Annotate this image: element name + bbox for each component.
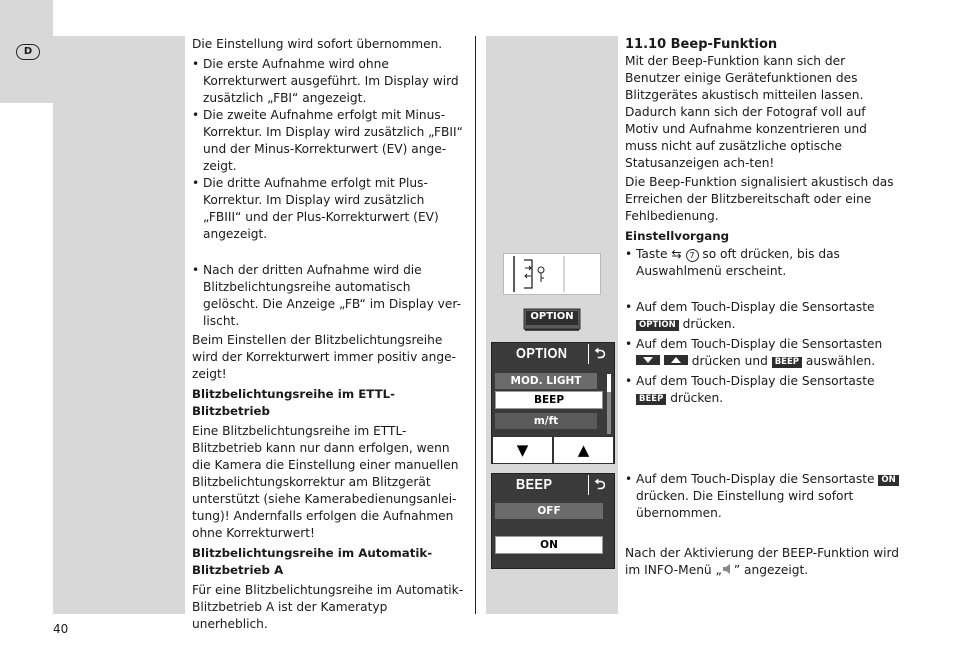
text: auswählen. [802, 354, 876, 368]
text: Taste [636, 247, 672, 261]
paragraph: Eine Blitzbelichtungsreihe im ETTL-Blitzbetrieb kann nur dann erfolgen, wenn die Kamera die Einstellung einer manuellen Blitzbelichtungskorrektur am Blitzgerät unterstützt (siehe Kamerabedienungsanlei-tung)! Andernfalls erfolgen die Aufnahmen ohne Korrekturwert! [192, 424, 459, 540]
list-item: • Die erste Aufnahme wird ohne Korrekturwert ausgeführt. Im Display wird zusätzlich „FBI“ angezeigt. [192, 56, 464, 107]
bullet-list [192, 262, 464, 330]
bullet-list [192, 56, 464, 243]
section-heading: 11.10 Beep-Funktion [625, 37, 778, 52]
back-icon[interactable]: ⮌ [588, 475, 611, 495]
menu-item-on[interactable]: ON [495, 536, 603, 554]
paragraph: Beim Einstellen der Blitzbelichtungsreihe wird der Korrekturwert immer positiv ange-zeigt! [192, 333, 456, 381]
paragraph: Die Beep-Funktion signalisiert akustisch das Erreichen der Blitzbereitschaft oder eine Fehlbedienung. [625, 175, 894, 223]
screen-title: BEEP [516, 476, 553, 493]
text: ” angezeigt. [733, 563, 809, 577]
screen-title-bar [492, 474, 614, 498]
list-item [625, 336, 900, 370]
option-menu-screen [491, 342, 615, 464]
subheading-ettl: Blitzbelichtungsreihe im ETTL-Blitzbetrieb [192, 387, 396, 418]
beep-menu-screen [491, 473, 615, 569]
key-number-badge: 7 [686, 249, 699, 262]
list-item [625, 373, 900, 407]
paragraph: Mit der Beep-Funktion kann sich der Benutzer einige Gerätefunktionen des Blitzgerätes akustisch mitteilen lassen. Dadurch kann sich der Fotograf voll auf Motiv und Aufnahme konzentrieren und muss nicht auf zusätzliche optische Statusanzeigen ach-ten! [625, 54, 867, 170]
screen-title-bar [492, 343, 614, 367]
text-column-right [625, 36, 900, 580]
screen-title: OPTION [516, 345, 568, 362]
bullet-list [625, 246, 900, 280]
list-item: • Die dritte Aufnahme erfolgt mit Plus-Korrektur. Im Display wird zusätzlich „FBIII“ und der Plus-Korrekturwert (EV) angezeigt. [192, 175, 464, 243]
list-item [625, 471, 900, 522]
arrow-down-icon [636, 355, 660, 365]
paragraph: Für eine Blitzbelichtungsreihe im Automatik-Blitzbetrieb A ist der Kameratyp unerheblich. [192, 583, 464, 631]
menu-item-m-ft[interactable]: m/ft [495, 413, 597, 429]
scroll-down-button[interactable]: ▼ [492, 436, 553, 464]
text: Nach der Aktivierung der BEEP-Funktion wird im INFO-Menü „ [625, 546, 900, 577]
list-item [625, 246, 900, 280]
text: Auf dem Touch-Display die Sensortaste [636, 300, 875, 314]
menu-item-beep[interactable]: BEEP [495, 391, 603, 409]
back-icon[interactable]: ⮌ [588, 344, 611, 364]
menu-item-mod-light[interactable]: MOD. LIGHT [495, 373, 597, 389]
option-chip: OPTION [636, 320, 679, 331]
text: Auf dem Touch-Display die Sensortaste [636, 374, 875, 388]
text: drücken. [678, 317, 736, 331]
subheading-einstellvorgang: Einstellvorgang [625, 229, 730, 243]
text: drücken und [687, 354, 772, 368]
text: Auf dem Touch-Display die Sensortaste [636, 472, 879, 486]
paragraph [625, 545, 900, 580]
list-item [625, 299, 900, 333]
scroll-up-button[interactable]: ▲ [553, 436, 614, 464]
mode-key-icon [504, 254, 600, 294]
text: drücken. Die Einstellung wird sofort übernommen. [636, 489, 854, 520]
on-chip: ON [878, 475, 898, 486]
paragraph: Die Einstellung wird sofort übernommen. [192, 37, 443, 51]
option-key-illustration [523, 308, 581, 332]
text-column-left [192, 36, 464, 633]
speaker-icon [722, 563, 734, 580]
column-divider [475, 36, 476, 614]
list-item: • Die zweite Aufnahme erfolgt mit Minus-Korrektur. Im Display wird zusätzlich „FBII“ und der Minus-Korrekturwert (EV) ange-zeigt. [192, 107, 464, 175]
beep-chip: BEEP [636, 394, 666, 405]
mode-switch-icon: ⇆ [671, 247, 682, 261]
mode-key-illustration [503, 253, 601, 295]
menu-item-off[interactable]: OFF [495, 503, 603, 519]
beep-chip: BEEP [772, 357, 802, 368]
list-item: • Nach der dritten Aufnahme wird die Blitzbelichtungsreihe automatisch gelöscht. Die Anzeige „FB“ im Display ver-lischt. [192, 262, 464, 330]
text: so oft drücken, bis das Auswahlmenü erscheint. [636, 247, 840, 278]
language-badge: D [16, 44, 40, 60]
arrow-up-icon [664, 355, 688, 365]
page-number: 40 [53, 622, 69, 636]
option-key-label: OPTION [530, 311, 574, 322]
text: drücken. [666, 391, 724, 405]
scrollbar[interactable] [607, 374, 611, 392]
bullet-list [625, 471, 900, 522]
subheading-auto: Blitzbelichtungsreihe im Automatik-Blitzbetrieb A [192, 546, 433, 577]
bullet-list [625, 299, 900, 407]
text: Auf dem Touch-Display die Sensortasten [636, 337, 883, 351]
left-illustration-column [53, 36, 185, 614]
